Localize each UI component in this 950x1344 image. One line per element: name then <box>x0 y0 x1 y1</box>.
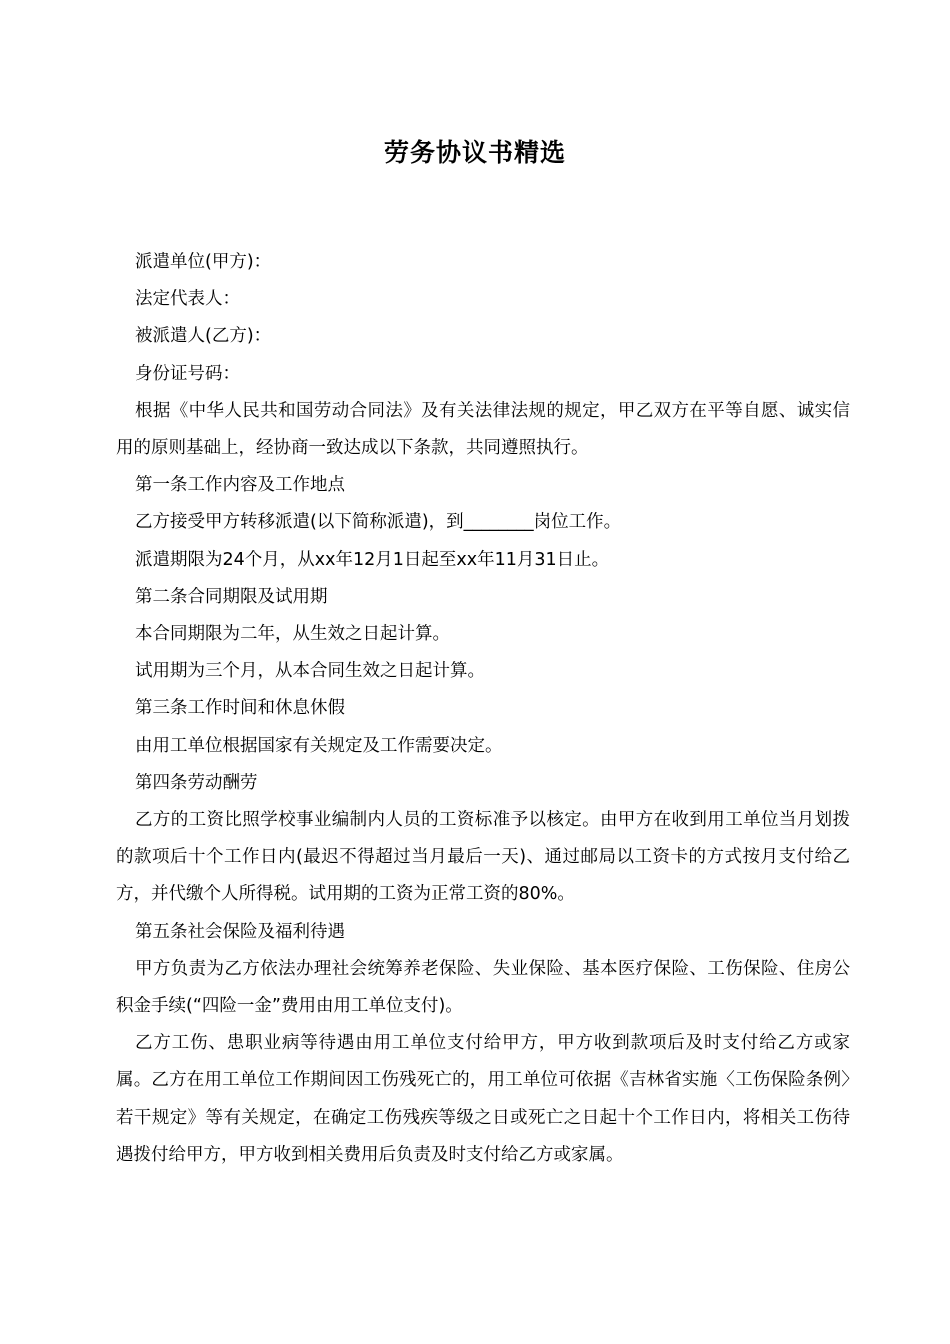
paragraph-probation: 试用期为三个月，从本合同生效之日起计算。 <box>135 661 485 682</box>
article-3-heading: 第三条工作时间和休息休假 <box>135 698 345 719</box>
document-title: 劳务协议书精选 <box>383 138 566 167</box>
article-5-heading: 第五条社会保险及福利待遇 <box>135 921 345 942</box>
paragraph-social-insurance: 甲方负责为乙方依法办理社会统筹养老保险、失业保险、基本医疗保险、工伤保险、住房公积金手续(“四险一金”费用由用工单位支付)。 <box>116 958 850 1017</box>
paragraph-dispatched-person: 被派遣人(乙方)： <box>135 326 272 347</box>
article-1-heading: 第一条工作内容及工作地点 <box>135 475 345 496</box>
article-4-heading: 第四条劳动酬劳 <box>135 772 258 793</box>
document-body <box>116 244 850 1174</box>
paragraph-dispatch-post: 乙方接受甲方转移派遣(以下简称派遣)，到________岗位工作。 <box>135 512 622 533</box>
paragraph-contract-term: 本合同期限为二年，从生效之日起计算。 <box>135 624 450 645</box>
paragraph-work-injury: 乙方工伤、患职业病等待遇由用工单位支付给甲方，甲方收到款项后及时支付给乙方或家属。乙方在用工单位工作期间因工伤残死亡的，用工单位可依据《吉林省实施〈工伤保险条例〉若干规定》等有关规定，在确定工伤残疾等级之日或死亡之日起十个工作日内，将相关工伤待遇拨付给甲方，甲方收到相关费用后负责及时支付给乙方或家属。 <box>116 1033 850 1165</box>
paragraph-remuneration: 乙方的工资比照学校事业编制内人员的工资标准予以核定。由甲方在收到用工单位当月划拨的款项后十个工作日内(最迟不得超过当月最后一天)、通过邮局以工资卡的方式按月支付给乙方，并代缴个人所得税。试用期的工资为正常工资的80%。 <box>116 810 850 905</box>
paragraph-dispatching-unit: 派遣单位(甲方)： <box>135 252 272 272</box>
paragraph-preamble: 根据《中华人民共和国劳动合同法》及有关法律法规的规定，甲乙双方在平等自愿、诚实信用的原则基础上，经协商一致达成以下条款，共同遵照执行。 <box>116 400 850 459</box>
paragraph-legal-representative: 法定代表人： <box>135 289 240 310</box>
paragraph-id-number: 身份证号码： <box>135 363 240 384</box>
article-2-heading: 第二条合同期限及试用期 <box>135 586 328 607</box>
paragraph-working-hours: 由用工单位根据国家有关规定及工作需要决定。 <box>135 735 503 756</box>
paragraph-dispatch-period: 派遣期限为24个月，从xx年12月1日起至xx年11月31日止。 <box>135 549 610 570</box>
